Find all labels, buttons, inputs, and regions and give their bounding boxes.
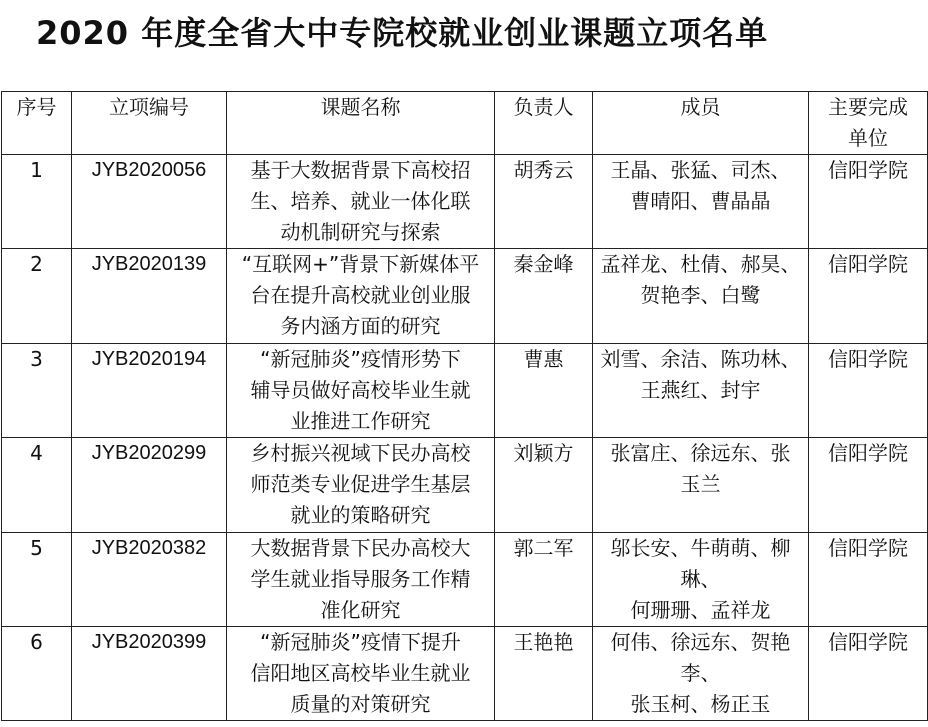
cell-members-line: 张富庄、徐远东、张 xyxy=(610,441,791,466)
cell-project-name-line: 师范类专业促进学生基层 xyxy=(250,472,471,497)
cell-project-name-line: 务内涵方面的研究 xyxy=(280,314,441,339)
cell-project-name xyxy=(227,438,495,532)
header-unit xyxy=(809,92,928,155)
cell-members xyxy=(593,343,809,437)
cell-leader: 郭二军 xyxy=(495,532,593,626)
header-code: 立项编号 xyxy=(72,92,227,155)
cell-members-line: 琳、 xyxy=(680,566,721,591)
cell-code: JYB2020139 xyxy=(72,249,227,343)
cell-members-line: 贺艳李、白鹭 xyxy=(640,283,761,308)
header-leader: 负责人 xyxy=(495,92,593,155)
cell-no: 2 xyxy=(2,249,72,343)
cell-unit: 信阳学院 xyxy=(809,343,928,437)
cell-members-line: 王晶、张猛、司杰、 xyxy=(610,158,791,182)
cell-members-line: 何珊珊、孟祥龙 xyxy=(630,597,771,622)
cell-leader: 胡秀云 xyxy=(495,155,593,249)
cell-members xyxy=(593,155,809,249)
table-row xyxy=(2,343,928,437)
cell-unit: 信阳学院 xyxy=(809,249,928,343)
cell-members-line: 何伟、徐远东、贺艳 xyxy=(610,629,791,654)
cell-project-name-line: “互联网+”背景下新媒体平 xyxy=(241,252,480,277)
header-members: 成员 xyxy=(593,92,809,155)
cell-members-line: 李、 xyxy=(680,660,721,685)
page-title: 2020 年度全省大中专院校就业创业课题立项名单 xyxy=(36,14,769,52)
cell-unit: 信阳学院 xyxy=(809,532,928,626)
cell-members xyxy=(593,532,809,626)
cell-unit: 信阳学院 xyxy=(809,155,928,249)
cell-project-name-line: 质量的对策研究 xyxy=(290,691,431,716)
cell-leader: 刘颖方 xyxy=(495,438,593,532)
cell-project-name-line: 业推进工作研究 xyxy=(290,408,431,433)
cell-project-name-line: 学生就业指导服务工作精 xyxy=(250,566,471,591)
header-unit-line: 单位 xyxy=(848,126,888,150)
cell-project-name xyxy=(227,626,495,720)
cell-no: 5 xyxy=(2,532,72,626)
table-row xyxy=(2,532,928,626)
table-row xyxy=(2,438,928,532)
cell-project-name xyxy=(227,343,495,437)
table-header-row xyxy=(2,92,928,155)
cell-project-name-line: 动机制研究与探索 xyxy=(280,220,441,244)
cell-members xyxy=(593,249,809,343)
cell-project-name xyxy=(227,532,495,626)
cell-project-name-line: 大数据背景下民办高校大 xyxy=(250,535,471,560)
cell-unit: 信阳学院 xyxy=(809,438,928,532)
cell-project-name-line: 辅导员做好高校毕业生就 xyxy=(250,377,471,402)
header-unit-line: 主要完成 xyxy=(828,95,908,119)
cell-code: JYB2020399 xyxy=(72,626,227,720)
cell-leader: 王艳艳 xyxy=(495,626,593,720)
cell-project-name-line: 就业的策略研究 xyxy=(290,503,431,528)
cell-leader: 秦金峰 xyxy=(495,249,593,343)
cell-no: 3 xyxy=(2,343,72,437)
cell-members-line: 孟祥龙、杜倩、郝昊、 xyxy=(600,252,801,277)
cell-code: JYB2020382 xyxy=(72,532,227,626)
cell-no: 6 xyxy=(2,626,72,720)
table-row xyxy=(2,626,928,720)
cell-project-name xyxy=(227,249,495,343)
cell-code: JYB2020194 xyxy=(72,343,227,437)
cell-project-name xyxy=(227,155,495,249)
cell-no: 4 xyxy=(2,438,72,532)
cell-code: JYB2020056 xyxy=(72,155,227,249)
cell-no: 1 xyxy=(2,155,72,249)
header-no: 序号 xyxy=(2,92,72,155)
cell-project-name-line: 准化研究 xyxy=(320,597,401,622)
cell-members-line: 玉兰 xyxy=(680,472,721,497)
table-row xyxy=(2,249,928,343)
cell-members xyxy=(593,438,809,532)
cell-project-name-line: 信阳地区高校毕业生就业 xyxy=(250,660,471,685)
cell-members-line: 刘雪、余洁、陈功林、 xyxy=(600,346,801,371)
cell-project-name-line: 台在提升高校就业创业服 xyxy=(250,283,471,308)
header-name: 课题名称 xyxy=(227,92,495,155)
cell-project-name-line: 生、培养、就业一体化联 xyxy=(250,189,471,213)
table-row xyxy=(2,155,928,249)
cell-members-line: 曹晴阳、曹晶晶 xyxy=(630,189,771,213)
cell-code: JYB2020299 xyxy=(72,438,227,532)
cell-members-line: 邬长安、牛萌萌、柳 xyxy=(610,535,791,560)
cell-members xyxy=(593,626,809,720)
cell-project-name-line: “新冠肺炎”疫情下提升 xyxy=(260,629,461,654)
cell-unit: 信阳学院 xyxy=(809,626,928,720)
cell-project-name-line: 基于大数据背景下高校招 xyxy=(250,158,471,182)
cell-project-name-line: 乡村振兴视域下民办高校 xyxy=(250,441,471,466)
cell-members-line: 王燕红、封宇 xyxy=(640,377,761,402)
cell-project-name-line: “新冠肺炎”疫情形势下 xyxy=(260,346,461,371)
project-table xyxy=(1,91,928,721)
cell-members-line: 张玉柯、杨正玉 xyxy=(630,691,771,716)
cell-leader: 曹惠 xyxy=(495,343,593,437)
